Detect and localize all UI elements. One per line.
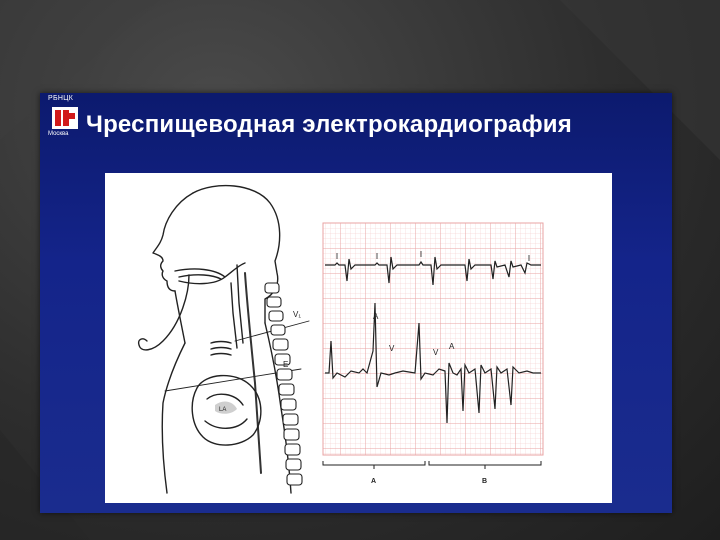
ventricular-label-1: V: [389, 344, 395, 353]
atrial-label-2: A: [449, 342, 455, 351]
atrial-label-1: A: [373, 312, 379, 321]
ecg-strip: [315, 173, 612, 503]
institution-logo: [46, 95, 88, 139]
slide-title: Чреспищеводная электрокардиография: [86, 111, 572, 138]
left-atrium-label: LA: [219, 407, 227, 413]
ventricular-label-2: V: [433, 348, 439, 357]
logo-bottom-text: Москва: [48, 131, 69, 137]
logo-mark-icon: [52, 107, 78, 129]
anatomy-illustration: [105, 173, 315, 503]
panel-a-label: A: [371, 478, 377, 485]
lead-v1-label: V₁: [293, 310, 302, 319]
ecg-grid: [323, 223, 543, 455]
ecg-panel: [315, 173, 612, 503]
anatomy-panel: [105, 173, 315, 503]
panel-b-label: B: [482, 478, 488, 485]
slide: [40, 93, 672, 513]
lead-e-label: E: [283, 360, 289, 369]
bracket-a: [323, 461, 425, 465]
bracket-b: [429, 461, 541, 465]
logo-top-text: РБНЦК: [48, 95, 74, 102]
